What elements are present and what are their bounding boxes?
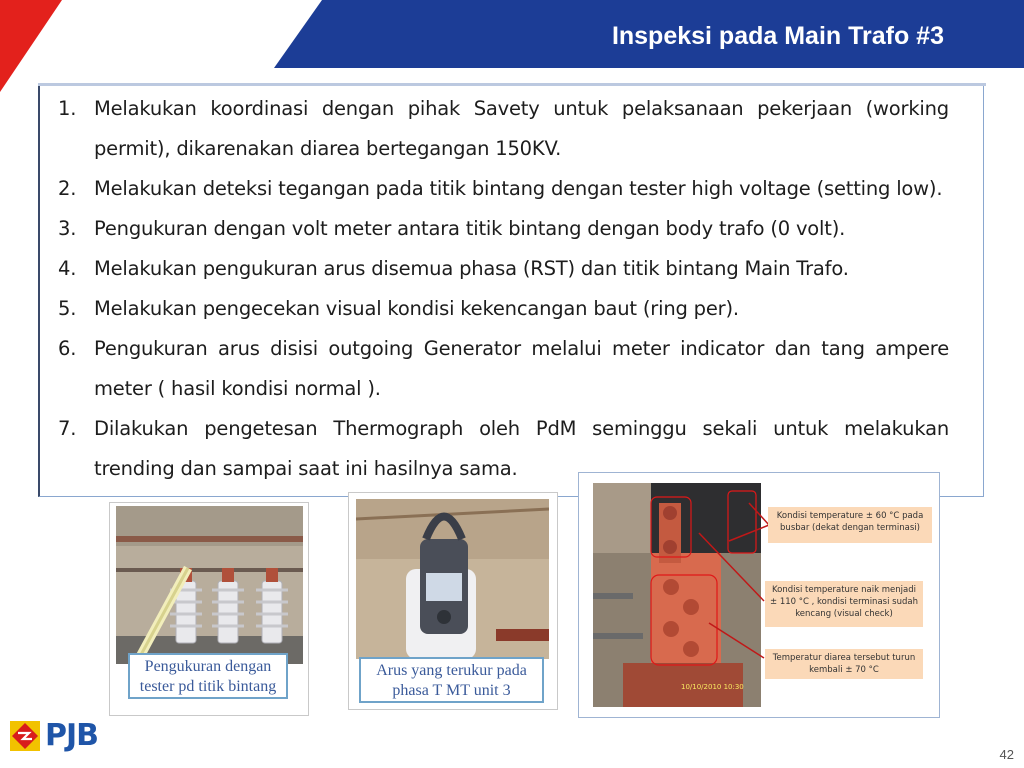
photo-tester-frame	[109, 502, 309, 716]
slide-title: Inspeksi pada Main Trafo #3	[611, 22, 944, 50]
step-number: 5.	[58, 297, 77, 320]
pjb-logo	[9, 718, 98, 753]
callout-terminal-temperature: Kondisi temperature naik menjadi ± 110 °C , kondisi terminasi sudah kencang (visual check)	[765, 581, 923, 627]
step-item	[54, 329, 949, 409]
callout-busbar-temperature: Kondisi temperature ± 60 °C pada busbar (dekat dengan terminasi)	[768, 507, 932, 543]
photo-thermograph-frame	[578, 472, 940, 718]
photo-clamp-meter-caption: Arus yang terukur pada phasa T MT unit 3	[359, 657, 544, 703]
photo-tester-caption: Pengukuran dengan tester pd titik bintang	[128, 653, 288, 699]
step-text: Melakukan pengecekan visual kondisi kekencangan baut (ring per).	[94, 297, 739, 320]
photo-timestamp: 10/10/2010 10:30	[681, 683, 744, 691]
step-item	[54, 249, 949, 289]
step-text: Melakukan koordinasi dengan pihak Savety untuk pelaksanaan pekerjaan (working permit), dikarenakan diarea bertegangan 150KV.	[94, 97, 949, 160]
steps-list	[40, 85, 983, 489]
step-item	[54, 209, 949, 249]
step-number: 3.	[58, 217, 77, 240]
step-number: 7.	[58, 417, 77, 440]
photo-clamp-meter-frame	[348, 492, 558, 710]
page-number: 42	[999, 747, 1014, 762]
step-item	[54, 89, 949, 169]
step-text: Melakukan deteksi tegangan pada titik bintang dengan tester high voltage (setting low).	[94, 177, 943, 200]
pjb-logo-emblem-icon	[9, 720, 41, 752]
step-text: Melakukan pengukuran arus disemua phasa (RST) dan titik bintang Main Trafo.	[94, 257, 849, 280]
step-number: 4.	[58, 257, 77, 280]
step-item	[54, 289, 949, 329]
steps-box	[38, 84, 984, 497]
callout-area-temperature: Temperatur diarea tersebut turun kembali ± 70 °C	[765, 649, 923, 679]
insulator-photo	[116, 506, 303, 664]
step-number: 6.	[58, 337, 77, 360]
step-number: 2.	[58, 177, 77, 200]
clamp-meter-photo	[356, 499, 549, 659]
step-number: 1.	[58, 97, 77, 120]
step-text: Dilakukan pengetesan Thermograph oleh PdM seminggu sekali untuk melakukan trending dan sampai saat ini hasilnya sama.	[94, 417, 949, 480]
step-text: Pengukuran arus disisi outgoing Generator melalui meter indicator dan tang ampere meter ( hasil kondisi normal ).	[94, 337, 949, 400]
red-corner-decoration	[0, 0, 62, 92]
step-text: Pengukuran dengan volt meter antara titik bintang dengan body trafo (0 volt).	[94, 217, 846, 240]
step-item	[54, 169, 949, 209]
pjb-logo-text: PJB	[45, 718, 99, 753]
